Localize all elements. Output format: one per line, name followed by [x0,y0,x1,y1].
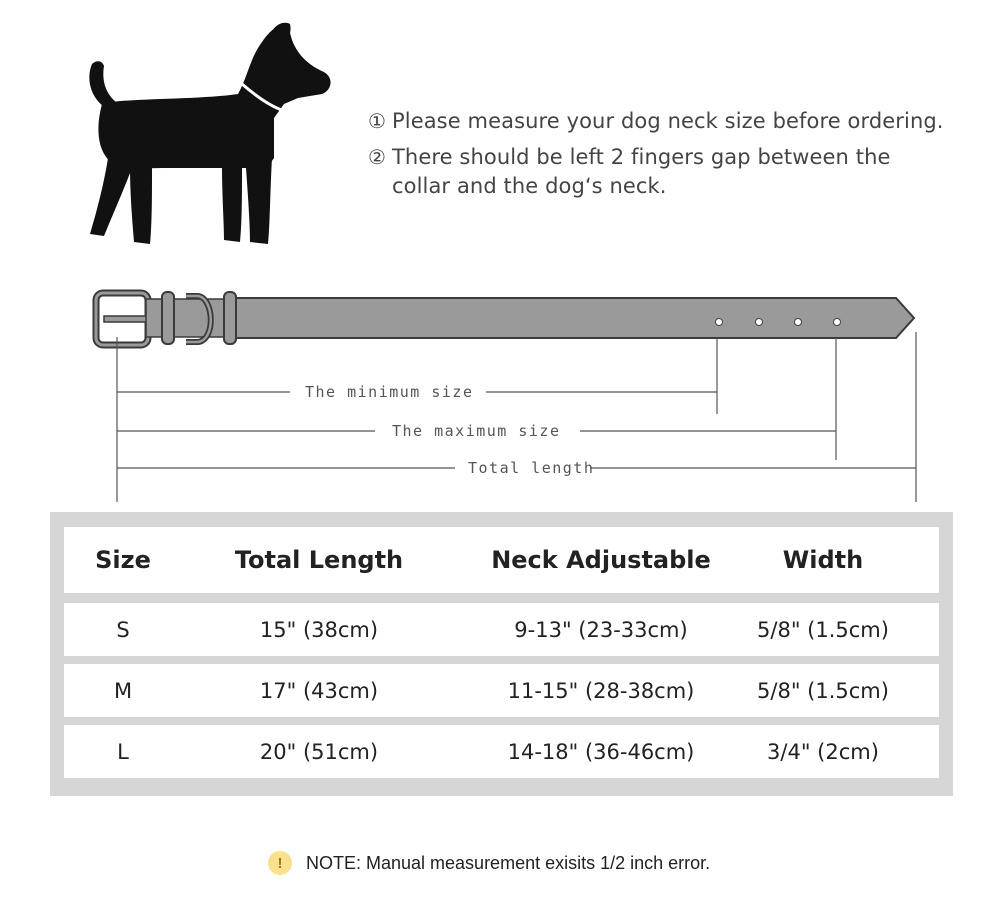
cell-total-length: 15" (38cm) [259,617,379,642]
instruction-2-text: There should be left 2 fingers gap between the [392,145,891,169]
maximum-size-label: The maximum size [392,422,561,440]
cell-neck-adjustable: 11-15" (28-38cm) [507,678,695,703]
instruction-2-number: ② [368,145,387,169]
cell-size: M [113,678,133,703]
cell-size: L [117,739,129,764]
warning-icon: ! [268,851,292,875]
collar-strap [232,298,914,338]
collar-keeper [162,292,174,344]
cell-size: S [116,617,130,642]
collar-diagram [0,282,1000,507]
header-neck-adjustable: Neck Adjustable [491,546,711,574]
cell-total-length: 20" (51cm) [259,739,379,764]
instruction-1 [368,109,944,133]
dog-silhouette-icon [78,18,338,250]
note [268,851,710,875]
table-header-row [64,527,939,593]
instruction-2-continued: collar and the dog‘s neck. [392,174,667,198]
collar-hole [756,319,763,326]
collar-hole [795,319,802,326]
minimum-size-label: The minimum size [305,383,474,401]
instruction-1-text: Please measure your dog neck size before ordering. [392,109,944,133]
table-row [64,725,939,778]
cell-total-length: 17" (43cm) [259,678,379,703]
collar-keeper [224,292,236,344]
cell-neck-adjustable: 9-13" (23-33cm) [514,617,688,642]
size-table [50,512,953,796]
header-size: Size [95,546,151,574]
header-width: Width [782,546,864,574]
cell-width: 5/8" (1.5cm) [757,678,889,703]
cell-width: 5/8" (1.5cm) [757,617,889,642]
collar-hole [716,319,723,326]
header-total-length: Total Length [234,546,404,574]
note-text: NOTE: Manual measurement exisits 1/2 inch error. [306,852,711,873]
cell-neck-adjustable: 14-18" (36-46cm) [507,739,695,764]
table-row [64,664,939,717]
collar-hole [834,319,841,326]
cell-width: 3/4" (2cm) [767,739,879,764]
total-length-label: Total length [468,459,595,477]
instruction-1-number: ① [368,109,387,133]
instruction-2 [368,145,891,169]
table-row [64,603,939,656]
